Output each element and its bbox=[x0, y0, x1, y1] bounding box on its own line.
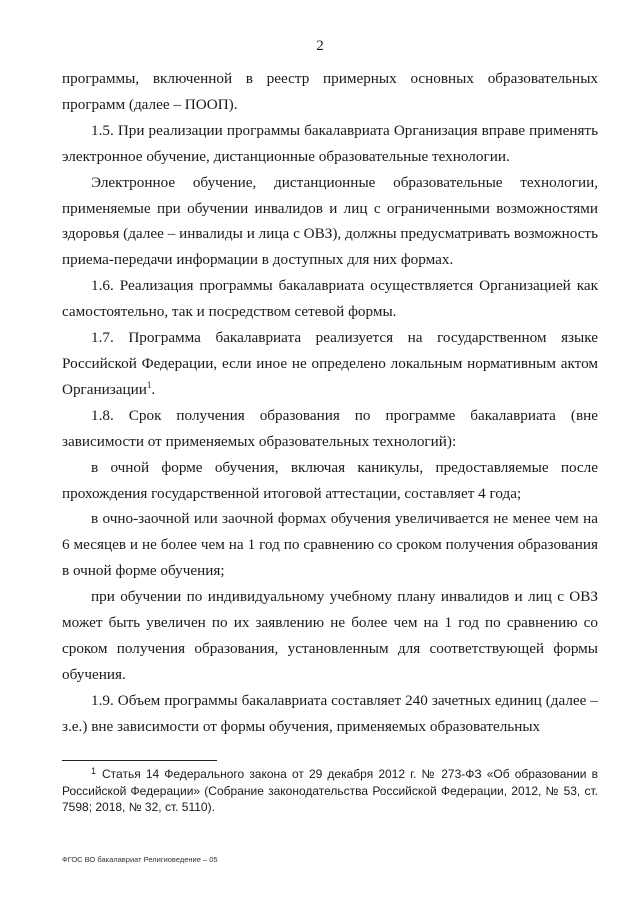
paragraph-1-8: 1.8. Срок получения образования по программе бакалавриата (вне зависимости от применяемых образовательных технологий): bbox=[62, 406, 598, 450]
footnote-divider bbox=[62, 760, 217, 761]
footnote bbox=[62, 766, 598, 816]
paragraph-1-9: 1.9. Объем программы бакалавриата составляет 240 зачетных единиц (далее – з.е.) вне зависимости от формы обучения, применяемых образовательных bbox=[62, 691, 598, 735]
footnote-text: Статья 14 Федерального закона от 29 декабря 2012 г. № 273-ФЗ «Об образовании в Российской Федерации» (Собрание законодательства Российской Федерации, 2012, № 53, ст. 7598; 2018, № 32, ст. 5110). bbox=[62, 767, 598, 815]
paragraph-full-time: в очной форме обучения, включая каникулы, предоставляемые после прохождения государственной итоговой аттестации, составляет 4 года; bbox=[62, 458, 598, 502]
paragraph-1-7-tail: . bbox=[151, 380, 156, 398]
page-number: 2 bbox=[316, 38, 324, 54]
paragraph-continuation: программы, включенной в реестр примерных основных образовательных программ (далее – ПООП). bbox=[62, 70, 598, 113]
paragraph-1-6: 1.6. Реализация программы бакалавриата осуществляется Организацией как самостоятельно, так и посредством сетевой формы. bbox=[62, 277, 598, 321]
footnote-mark: 1 bbox=[91, 766, 97, 776]
paragraph-part-time: в очно-заочной или заочной формах обучения увеличивается не менее чем на 6 месяцев и не более чем на 1 год по сравнению со сроком получения образования в очной форме обучения; bbox=[62, 510, 598, 580]
paragraph-distance-learning: Электронное обучение, дистанционные образовательные технологии, применяемые при обучении инвалидов и лиц с ограниченными возможностями здоровья (далее – инвалиды и лица с ОВЗ), должны предусматривать возможность приема-передачи информации в доступных для них формах. bbox=[62, 173, 598, 269]
document-footer: ФГОС ВО бакалавриат Религиоведение – 05 bbox=[62, 855, 218, 864]
footnote-reference[interactable]: 1 bbox=[146, 379, 152, 390]
body-text bbox=[62, 66, 598, 740]
paragraph-1-5: 1.5. При реализации программы бакалавриата Организация вправе применять электронное обучение, дистанционные образовательные технологии. bbox=[62, 121, 598, 165]
paragraph-individual-plan: при обучении по индивидуальному учебному плану инвалидов и лиц с ОВЗ может быть увеличен по их заявлению не более чем на 1 год по сравнению со сроком получения образования, установленным для соответствующей формы обучения. bbox=[62, 588, 598, 683]
paragraph-1-7-text: 1.7. Программа бакалавриата реализуется на государственном языке Российской Федерации, если иное не определено локальным нормативным актом Организации bbox=[62, 329, 598, 398]
paragraph-1-7 bbox=[62, 325, 598, 403]
